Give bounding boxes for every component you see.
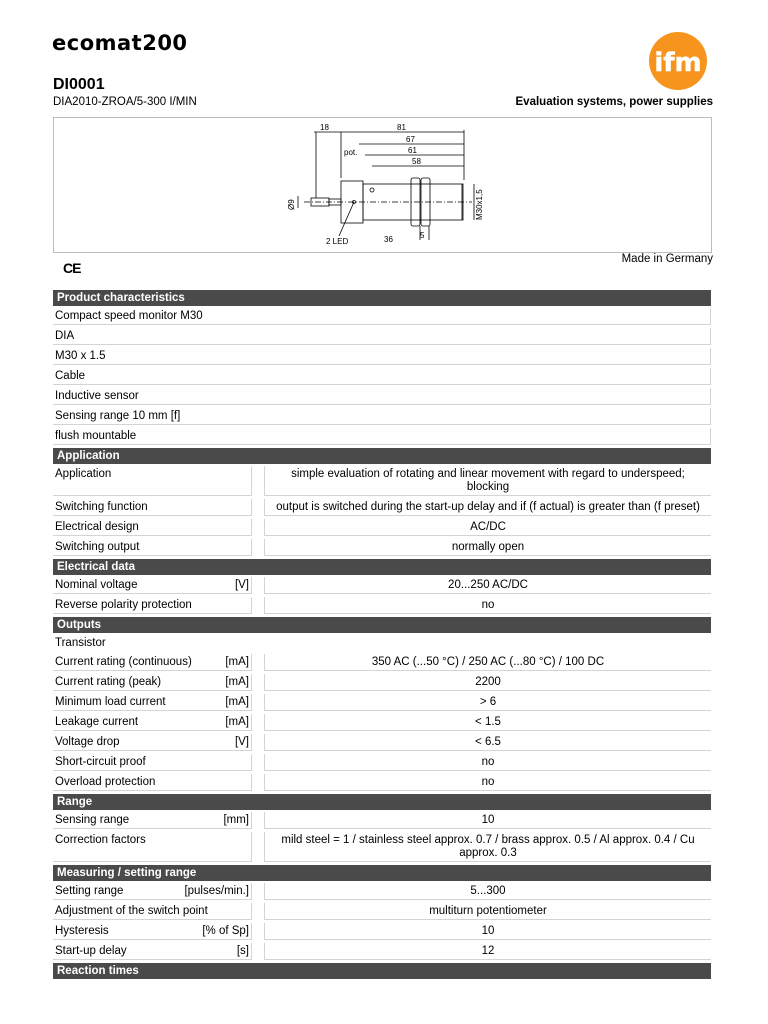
spec-label: Hysteresis	[55, 925, 109, 937]
spec-label: Minimum load current	[55, 696, 166, 708]
ce-mark-icon: CE	[63, 260, 81, 276]
spec-row	[53, 923, 711, 940]
spec-row	[53, 654, 711, 671]
spec-row	[53, 714, 711, 731]
section-header: Range	[53, 794, 711, 810]
section-header: Electrical data	[53, 559, 711, 575]
svg-text:67: 67	[406, 135, 415, 144]
svg-text:2 LED: 2 LED	[326, 237, 349, 246]
spec-row	[53, 499, 711, 516]
spec-label-cell	[53, 328, 711, 345]
spec-label: Leakage current	[55, 716, 139, 728]
spec-label-cell	[53, 883, 252, 900]
spec-value: 2200	[264, 674, 711, 691]
spec-value: no	[264, 597, 711, 614]
spec-label-cell	[53, 694, 252, 711]
spec-row	[53, 577, 711, 594]
spec-label: Short-circuit proof	[55, 756, 146, 768]
spec-label-cell	[53, 577, 252, 594]
spec-label: Setting range	[55, 885, 124, 897]
spec-label-cell	[53, 674, 252, 691]
spec-row	[53, 832, 711, 862]
spec-label-cell	[53, 466, 252, 496]
spec-value: 5...300	[264, 883, 711, 900]
spec-unit: [mm]	[223, 814, 249, 826]
spec-value: no	[264, 774, 711, 791]
spec-unit: [% of Sp]	[202, 925, 249, 937]
made-in-label: Made in Germany	[621, 253, 713, 265]
spec-label-cell	[53, 654, 252, 671]
spec-label: Application	[55, 468, 112, 480]
section-header: Outputs	[53, 617, 711, 633]
spec-label: Compact speed monitor M30	[55, 310, 203, 322]
spec-label: flush mountable	[55, 430, 137, 442]
spec-label: Adjustment of the switch point	[55, 905, 208, 917]
spec-row	[53, 597, 711, 614]
product-subtitle: DIA2010-ZROA/5-300 I/MIN	[53, 96, 197, 108]
spec-value: 10	[264, 812, 711, 829]
spec-unit: [s]	[236, 945, 249, 957]
spec-row	[53, 348, 711, 365]
svg-text:58: 58	[412, 157, 421, 166]
spec-label-cell	[53, 812, 252, 829]
spec-row	[53, 368, 711, 385]
svg-text:36: 36	[384, 235, 393, 244]
spec-label-cell	[53, 923, 252, 940]
svg-text:5: 5	[420, 231, 425, 240]
spec-label-cell	[53, 903, 252, 920]
spec-label-cell	[53, 499, 252, 516]
spec-label: Nominal voltage	[55, 579, 138, 591]
spec-table	[53, 290, 711, 981]
spec-label: Voltage drop	[55, 736, 120, 748]
spec-value: > 6	[264, 694, 711, 711]
spec-unit: [mA]	[225, 676, 249, 688]
spec-label: M30 x 1.5	[55, 350, 106, 362]
spec-row	[53, 694, 711, 711]
spec-row	[53, 466, 711, 496]
dimension-drawing	[53, 117, 712, 253]
svg-text:Ø9: Ø9	[287, 199, 296, 210]
spec-label-cell	[53, 519, 252, 536]
spec-label-cell	[53, 832, 252, 862]
spec-value: mild steel = 1 / stainless steel approx. 0.7 / brass approx. 0.5 / Al approx. 0.4 / Cu approx. 0.3	[264, 832, 711, 862]
spec-unit: [V]	[234, 579, 249, 591]
spec-unit: [V]	[234, 736, 249, 748]
spec-unit: [mA]	[225, 656, 249, 668]
spec-value: 20...250 AC/DC	[264, 577, 711, 594]
spec-value: AC/DC	[264, 519, 711, 536]
spec-row	[53, 388, 711, 405]
spec-label: Current rating (continuous)	[55, 656, 192, 668]
svg-text:ifm: ifm	[654, 48, 702, 78]
spec-label: Sensing range	[55, 814, 130, 826]
spec-row	[53, 328, 711, 345]
spec-row	[53, 539, 711, 556]
section-header: Product characteristics	[53, 290, 711, 306]
spec-value: multiturn potentiometer	[264, 903, 711, 920]
spec-label: Switching function	[55, 501, 148, 513]
spec-label-cell	[53, 714, 252, 731]
svg-text:81: 81	[397, 123, 406, 132]
spec-label: Sensing range 10 mm [f]	[55, 410, 181, 422]
spec-label: Switching output	[55, 541, 140, 553]
spec-label-cell	[53, 943, 252, 960]
spec-row	[53, 734, 711, 751]
svg-text:61: 61	[408, 146, 417, 155]
spec-value: 350 AC (...50 °C) / 250 AC (...80 °C) / 100 DC	[264, 654, 711, 671]
spec-row	[53, 428, 711, 445]
svg-text:18: 18	[320, 123, 329, 132]
spec-label: Start-up delay	[55, 945, 127, 957]
spec-label: Overload protection	[55, 776, 156, 788]
section-header: Reaction times	[53, 963, 711, 979]
spec-label-cell	[53, 428, 711, 445]
spec-row	[53, 674, 711, 691]
spec-value: normally open	[264, 539, 711, 556]
spec-row	[53, 754, 711, 771]
spec-label-cell	[53, 368, 711, 385]
product-category: Evaluation systems, power supplies	[515, 96, 713, 108]
svg-text:pot.: pot.	[344, 148, 358, 157]
spec-row	[53, 308, 711, 325]
spec-label: Correction factors	[55, 834, 146, 846]
spec-label: Cable	[55, 370, 86, 382]
technical-drawing-svg	[54, 118, 711, 252]
spec-value: < 6.5	[264, 734, 711, 751]
spec-row	[53, 408, 711, 425]
svg-text:M30x1,5: M30x1,5	[475, 189, 484, 220]
spec-label-cell	[53, 635, 711, 651]
spec-row	[53, 635, 711, 651]
section-header: Application	[53, 448, 711, 464]
spec-value: no	[264, 754, 711, 771]
spec-label: Transistor	[55, 637, 106, 649]
spec-label: Electrical design	[55, 521, 139, 533]
spec-row	[53, 774, 711, 791]
spec-value: 12	[264, 943, 711, 960]
spec-label: DIA	[55, 330, 75, 342]
section-header: Measuring / setting range	[53, 865, 711, 881]
spec-label-cell	[53, 734, 252, 751]
spec-value: < 1.5	[264, 714, 711, 731]
spec-label-cell	[53, 539, 252, 556]
spec-label-cell	[53, 348, 711, 365]
spec-label-cell	[53, 388, 711, 405]
spec-label-cell	[53, 308, 711, 325]
spec-row	[53, 943, 711, 960]
spec-label-cell	[53, 597, 252, 614]
spec-value: 10	[264, 923, 711, 940]
spec-label-cell	[53, 754, 252, 771]
ifm-logo	[648, 31, 708, 91]
spec-label-cell	[53, 774, 252, 791]
spec-label: Current rating (peak)	[55, 676, 162, 688]
spec-label: Reverse polarity protection	[55, 599, 192, 611]
spec-label-cell	[53, 408, 711, 425]
product-code: DI0001	[53, 76, 105, 93]
spec-row	[53, 883, 711, 900]
spec-row	[53, 519, 711, 536]
brand-logo: ecomat200	[52, 31, 188, 55]
spec-value: simple evaluation of rotating and linear movement with regard to underspeed; blocking	[264, 466, 711, 496]
spec-value: output is switched during the start-up delay and if (f actual) is greater than (f preset)	[264, 499, 711, 516]
spec-row	[53, 903, 711, 920]
spec-label: Inductive sensor	[55, 390, 139, 402]
spec-unit: [pulses/min.]	[184, 885, 249, 897]
spec-unit: [mA]	[225, 716, 249, 728]
spec-row	[53, 812, 711, 829]
spec-unit: [mA]	[225, 696, 249, 708]
